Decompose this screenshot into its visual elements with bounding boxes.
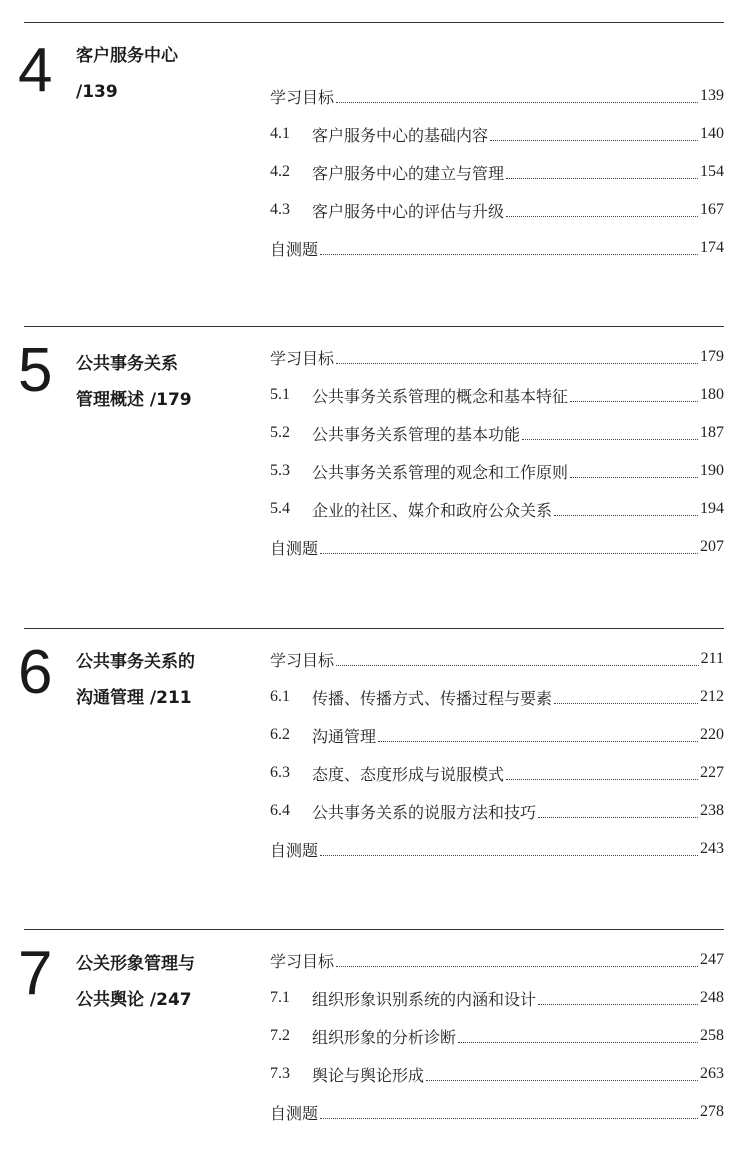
entry-label: 学习目标: [270, 951, 335, 971]
toc-entry[interactable]: [270, 77, 724, 115]
entry-page: 220: [700, 726, 724, 743]
toc-entry[interactable]: [270, 716, 724, 754]
entry-page: 227: [700, 764, 724, 781]
entry-page: 238: [700, 802, 724, 819]
leader-dots: [554, 691, 698, 704]
chapter-title-line1: 客户服务中心: [76, 46, 178, 66]
chapter-title-line1: 公关形象管理与: [76, 954, 195, 974]
entry-number: 4.1: [270, 125, 290, 142]
leader-dots: [320, 242, 698, 255]
chapter-title-line2: 沟通管理 /211: [76, 688, 192, 708]
toc-entries: [270, 77, 724, 267]
entry-number: 7.2: [270, 1027, 290, 1044]
chapter-divider: [24, 22, 724, 23]
toc-entries: [270, 640, 724, 868]
entry-number: 6.2: [270, 726, 290, 743]
leader-dots: [570, 389, 698, 402]
toc-entry[interactable]: [270, 1093, 724, 1131]
toc-entry[interactable]: [270, 979, 724, 1017]
toc-entry[interactable]: [270, 414, 724, 452]
chapter-title-line1: 公共事务关系: [76, 354, 178, 374]
toc-entries: [270, 338, 724, 566]
leader-dots: [320, 1106, 698, 1119]
entry-page: 258: [700, 1027, 724, 1044]
chapter-divider: [24, 929, 724, 930]
leader-dots: [336, 954, 698, 967]
entry-page: 212: [700, 688, 724, 705]
entry-label: 组织形象的分析诊断: [312, 1027, 457, 1047]
leader-dots: [336, 90, 698, 103]
entry-number: 6.1: [270, 688, 290, 705]
entry-page: 194: [700, 500, 724, 517]
entry-number: 6.4: [270, 802, 290, 819]
entry-page: 187: [700, 424, 724, 441]
entry-page: 247: [700, 951, 724, 968]
toc-entry[interactable]: [270, 941, 724, 979]
entry-number: 5.3: [270, 462, 290, 479]
entry-label: 传播、传播方式、传播过程与要素: [312, 688, 553, 708]
leader-dots: [506, 166, 698, 179]
chapter-number: 7: [18, 939, 53, 1008]
leader-dots: [570, 465, 698, 478]
entry-label: 客户服务中心的基础内容: [312, 125, 489, 145]
chapter-divider: [24, 628, 724, 629]
leader-dots: [378, 729, 698, 742]
entry-number: 7.1: [270, 989, 290, 1006]
chapter-title: [76, 644, 246, 716]
leader-dots: [336, 351, 698, 364]
entry-number: 4.2: [270, 163, 290, 180]
entry-label: 公共事务关系管理的概念和基本特征: [312, 386, 569, 406]
entry-label: 公共事务关系管理的基本功能: [312, 424, 521, 444]
toc-entry[interactable]: [270, 528, 724, 566]
leader-dots: [458, 1030, 698, 1043]
entry-number: 5.2: [270, 424, 290, 441]
toc-entry[interactable]: [270, 754, 724, 792]
leader-dots: [336, 653, 699, 666]
chapter-divider: [24, 326, 724, 327]
toc-entry[interactable]: [270, 191, 724, 229]
toc-entry[interactable]: [270, 792, 724, 830]
toc-entry[interactable]: [270, 1055, 724, 1093]
leader-dots: [522, 427, 698, 440]
entry-page: 263: [700, 1065, 724, 1082]
entry-page: 243: [700, 840, 724, 857]
entry-number: 4.3: [270, 201, 290, 218]
entry-page: 167: [700, 201, 724, 218]
entry-label: 自测题: [270, 840, 319, 860]
leader-dots: [538, 805, 698, 818]
entry-number: 5.4: [270, 500, 290, 517]
entry-page: 179: [700, 348, 724, 365]
entry-page: 211: [700, 650, 724, 667]
chapter-number: 5: [18, 336, 53, 405]
leader-dots: [538, 992, 698, 1005]
chapter-title-line2: /139: [76, 82, 118, 102]
entry-label: 舆论与舆论形成: [312, 1065, 425, 1085]
entry-label: 态度、态度形成与说服模式: [312, 764, 505, 784]
entry-label: 学习目标: [270, 87, 335, 107]
toc-entry[interactable]: [270, 153, 724, 191]
entry-page: 248: [700, 989, 724, 1006]
leader-dots: [320, 541, 698, 554]
toc-entry[interactable]: [270, 490, 724, 528]
leader-dots: [506, 204, 698, 217]
toc-entry[interactable]: [270, 452, 724, 490]
chapter-title: [76, 946, 246, 1018]
entry-label: 自测题: [270, 538, 319, 558]
entry-label: 自测题: [270, 1103, 319, 1123]
chapter-title-line2: 管理概述 /179: [76, 390, 192, 410]
chapter-title: [76, 38, 246, 110]
entry-label: 公共事务关系管理的观念和工作原则: [312, 462, 569, 482]
chapter-title-line1: 公共事务关系的: [76, 652, 195, 672]
entry-page: 139: [700, 87, 724, 104]
toc-entry[interactable]: [270, 830, 724, 868]
leader-dots: [490, 128, 698, 141]
entry-page: 180: [700, 386, 724, 403]
leader-dots: [554, 503, 698, 516]
entry-page: 174: [700, 239, 724, 256]
entry-label: 客户服务中心的建立与管理: [312, 163, 505, 183]
toc-entry[interactable]: [270, 229, 724, 267]
entry-page: 207: [700, 538, 724, 555]
entry-label: 学习目标: [270, 348, 335, 368]
entry-page: 154: [700, 163, 724, 180]
entry-number: 6.3: [270, 764, 290, 781]
toc-entry[interactable]: [270, 1017, 724, 1055]
toc-entries: [270, 941, 724, 1131]
entry-page: 190: [700, 462, 724, 479]
toc-entry[interactable]: [270, 376, 724, 414]
entry-label: 客户服务中心的评估与升级: [312, 201, 505, 221]
leader-dots: [426, 1068, 698, 1081]
entry-label: 组织形象识别系统的内涵和设计: [312, 989, 537, 1009]
toc-entry[interactable]: [270, 640, 724, 678]
entry-page: 278: [700, 1103, 724, 1120]
toc-entry[interactable]: [270, 678, 724, 716]
entry-label: 自测题: [270, 239, 319, 259]
entry-number: 5.1: [270, 386, 290, 403]
chapter-number: 4: [18, 36, 53, 105]
entry-label: 沟通管理: [312, 726, 377, 746]
toc-entry[interactable]: [270, 338, 724, 376]
chapter-title: [76, 346, 246, 418]
leader-dots: [320, 843, 698, 856]
entry-label: 企业的社区、媒介和政府公众关系: [312, 500, 553, 520]
chapter-number: 6: [18, 638, 53, 707]
entry-page: 140: [700, 125, 724, 142]
toc-entry[interactable]: [270, 115, 724, 153]
entry-label: 公共事务关系的说服方法和技巧: [312, 802, 537, 822]
entry-label: 学习目标: [270, 650, 335, 670]
entry-number: 7.3: [270, 1065, 290, 1082]
leader-dots: [506, 767, 698, 780]
chapter-title-line2: 公共舆论 /247: [76, 990, 192, 1010]
